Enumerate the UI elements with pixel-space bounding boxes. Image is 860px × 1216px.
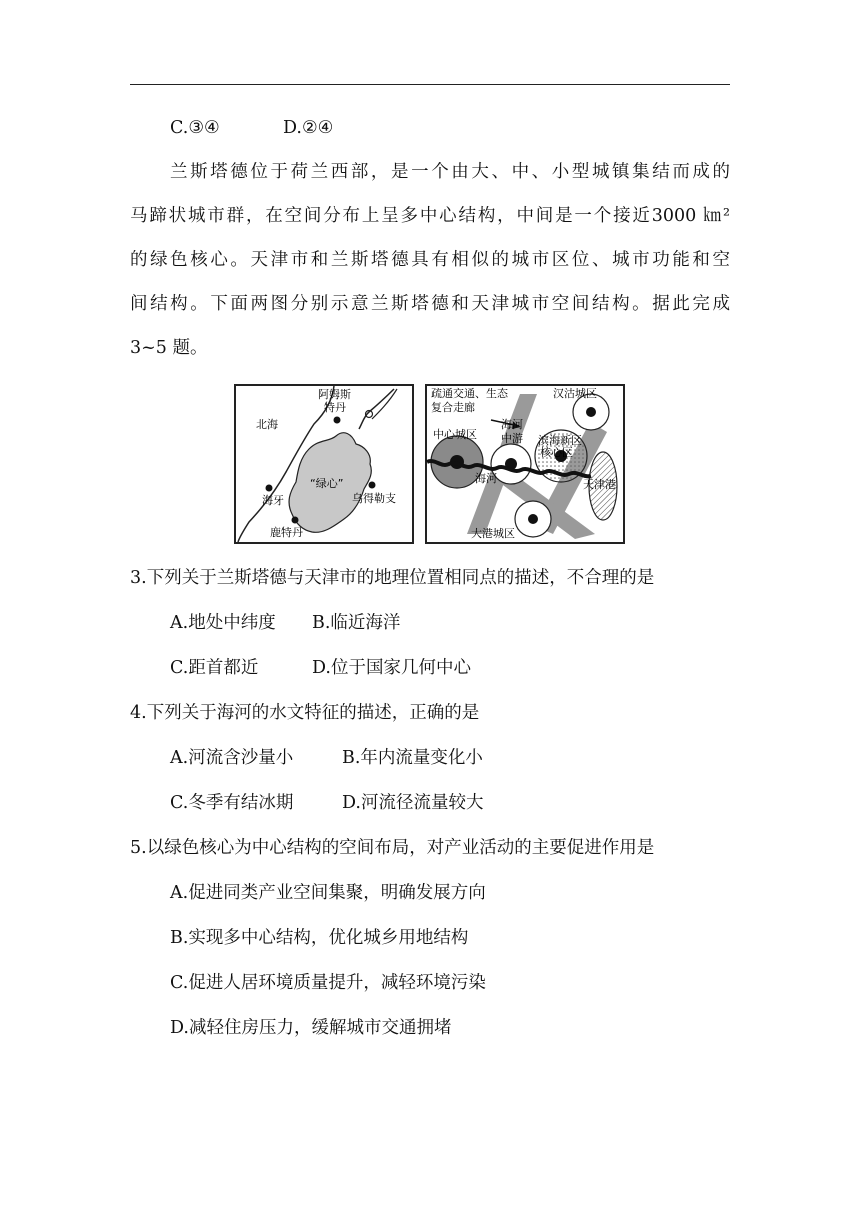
rotterdam-label: 鹿特丹 (270, 526, 303, 539)
question-3-option-c: C.距首都近 (170, 658, 259, 678)
question-4-option-a: A.河流含沙量小 (170, 748, 294, 768)
question-5-option-b: B.实现多中心结构，优化城乡用地结构 (170, 928, 469, 948)
randstad-map (234, 384, 414, 544)
header-rule (130, 84, 730, 85)
haihe-label: 海河 (475, 472, 497, 485)
question-5-option-a: A.促进同类产业空间集聚，明确发展方向 (170, 883, 486, 903)
port-label: 天津港 (583, 478, 616, 491)
corridor-label-1: 疏通交通、生态 (431, 387, 508, 400)
midstream-label-2: 中游 (501, 432, 523, 445)
amsterdam-dot (334, 417, 341, 424)
binhai-label-2: 核心区 (540, 446, 573, 459)
passage-line: 马蹄状城市群，在空间分布上呈多中心结构，中间是一个接近3000 ㎞² (130, 206, 730, 226)
north-sea-label: 北海 (256, 418, 278, 431)
tianjin-map (425, 384, 625, 544)
question-3-option-a: A.地处中纬度 (170, 613, 276, 633)
question-4-stem: 4.下列关于海河的水文特征的描述，正确的是 (130, 703, 480, 723)
passage (130, 150, 730, 370)
rotterdam-dot (292, 517, 299, 524)
passage-line: 3~5 题。 (130, 338, 208, 358)
question-5-option-c: C.促进人居环境质量提升，减轻环境污染 (170, 973, 486, 993)
question-4-option-c: C.冬季有结冰期 (170, 793, 294, 813)
question-3-option-b: B.临近海洋 (312, 613, 401, 633)
corridor-label-2: 复合走廊 (431, 401, 475, 414)
question-4-option-d: D.河流径流量较大 (342, 793, 484, 813)
midstream-label-1: 海河 (501, 418, 523, 431)
prev-option-d: D.②④ (283, 118, 334, 138)
center-district-label: 中心城区 (433, 428, 477, 441)
passage-line: 兰斯塔德位于荷兰西部，是一个由大、中、小型城镇集结而成的 (170, 162, 730, 182)
binhai-label-1: 滨海新区 (538, 434, 582, 447)
question-3-option-d: D.位于国家几何中心 (312, 658, 471, 678)
prev-option-c: C.③④ (170, 118, 220, 138)
green-heart-label: “绿心” (310, 477, 344, 490)
hague-dot (266, 485, 273, 492)
passage-line: 间结构。下面两图分别示意兰斯塔德和天津城市空间结构。据此完成 (130, 294, 730, 314)
question-5-option-d: D.减轻住房压力，缓解城市交通拥堵 (170, 1018, 452, 1038)
amsterdam-label-2: 特丹 (324, 401, 346, 414)
question-3-stem: 3.下列关于兰斯塔德与天津市的地理位置相同点的描述，不合理的是 (130, 568, 655, 588)
passage-line: 的绿色核心。天津市和兰斯塔德具有相似的城市区位、城市功能和空 (130, 250, 730, 270)
utrecht-label: 乌得勒支 (352, 492, 396, 505)
hague-label: 海牙 (262, 494, 284, 507)
question-4-option-b: B.年内流量变化小 (342, 748, 483, 768)
question-5-stem: 5.以绿色核心为中心结构的空间布局，对产业活动的主要促进作用是 (130, 838, 655, 858)
dagang-label: 大港城区 (471, 527, 515, 540)
amsterdam-label-1: 阿姆斯 (318, 388, 351, 401)
hangu-label: 汉沽城区 (553, 387, 597, 400)
utrecht-dot (369, 482, 376, 489)
